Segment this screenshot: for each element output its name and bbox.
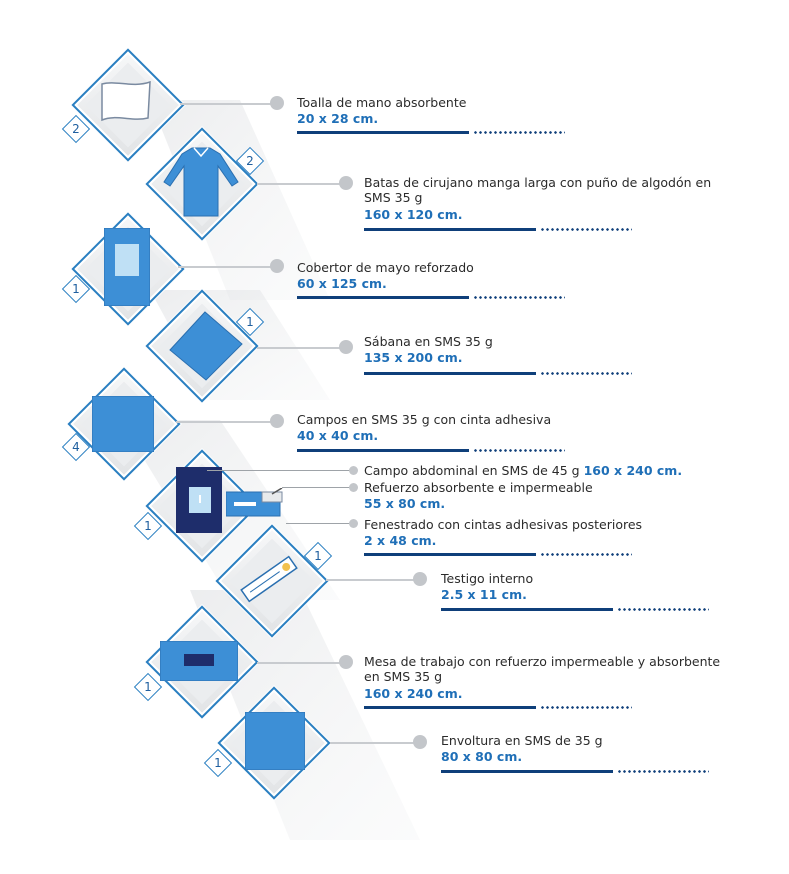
leader-dot xyxy=(270,259,284,273)
item-dimensions: 55 x 80 cm. xyxy=(364,496,446,511)
leader-line xyxy=(176,421,276,423)
leader-dot xyxy=(339,176,353,190)
item-rule xyxy=(441,770,709,773)
item-name: Refuerzo absorbente e impermeable xyxy=(364,480,593,495)
item-name: Cobertor de mayo reforzado xyxy=(297,260,474,275)
leader-line xyxy=(257,347,347,349)
item-rule xyxy=(297,296,565,299)
leader-line xyxy=(330,742,416,744)
quantity-value: 1 xyxy=(314,549,322,563)
item-name: Batas de cirujano manga larga con puño de algodón en SMS 35 g xyxy=(364,175,712,205)
item-name: Toalla de mano absorbente xyxy=(297,95,467,110)
quantity-value: 4 xyxy=(72,440,80,454)
leader-dot xyxy=(413,735,427,749)
quantity-value: 1 xyxy=(72,282,80,296)
item-name: Campos en SMS 35 g con cinta adhesiva xyxy=(297,412,552,427)
item-dimensions: 160 x 240 cm. xyxy=(583,463,683,478)
item-rule xyxy=(364,372,632,375)
item-rule xyxy=(297,449,565,452)
wrap-square-icon xyxy=(245,712,305,770)
leader-dot xyxy=(349,519,358,528)
item-dimensions: 2.5 x 11 cm. xyxy=(441,587,527,602)
leader-line xyxy=(180,103,276,105)
item-name: Envoltura en SMS de 35 g xyxy=(441,733,603,748)
sheet-icon xyxy=(166,310,244,388)
leader-line xyxy=(282,487,354,488)
item-name: Fenestrado con cintas adhesivas posteriores xyxy=(364,517,643,532)
item-rule xyxy=(364,228,632,231)
item-name: Testigo interno xyxy=(441,571,534,586)
item-dimensions: 60 x 125 cm. xyxy=(297,276,387,291)
leader-line xyxy=(178,266,276,268)
leader-dot xyxy=(349,483,358,492)
item-name: Sábana en SMS 35 g xyxy=(364,334,493,349)
item-rule xyxy=(364,553,632,556)
item-dimensions: 20 x 28 cm. xyxy=(297,111,379,126)
item-dimensions: 135 x 200 cm. xyxy=(364,350,463,365)
mayo-cover-icon xyxy=(104,228,150,306)
leader-line xyxy=(286,523,354,524)
towel-icon xyxy=(98,78,154,124)
leader-dot xyxy=(270,414,284,428)
item-rule xyxy=(364,706,632,709)
leader-dot xyxy=(349,466,358,475)
item-name-row xyxy=(364,463,682,478)
item-dimensions: 80 x 80 cm. xyxy=(441,749,523,764)
quantity-value: 1 xyxy=(144,519,152,533)
leader-line xyxy=(257,183,347,185)
quantity-value: 1 xyxy=(214,756,222,770)
drape-square-icon xyxy=(92,396,154,452)
item-dimensions: 40 x 40 cm. xyxy=(297,428,379,443)
item-dimensions: 2 x 48 cm. xyxy=(364,533,437,548)
item-name: Campo abdominal en SMS de 45 g xyxy=(364,463,580,478)
indicator-strip-icon xyxy=(238,550,300,608)
leader-dot xyxy=(339,340,353,354)
leader-line xyxy=(257,662,347,664)
leader-dot xyxy=(413,572,427,586)
item-dimensions: 160 x 240 cm. xyxy=(364,686,463,701)
table-cover-icon xyxy=(160,641,238,681)
item-rule xyxy=(297,131,565,134)
leader-dot xyxy=(270,96,284,110)
leader-line xyxy=(326,579,416,581)
abdominal-drape-icon xyxy=(176,467,222,533)
quantity-value: 2 xyxy=(72,122,80,136)
quantity-value: 2 xyxy=(246,154,254,168)
gown-icon xyxy=(160,144,242,220)
item-rule xyxy=(441,608,709,611)
item-name: Mesa de trabajo con refuerzo impermeable y absorbente en SMS 35 g xyxy=(364,654,721,684)
item-dimensions: 160 x 120 cm. xyxy=(364,207,463,222)
leader-dot xyxy=(339,655,353,669)
leader-line xyxy=(207,470,354,471)
quantity-value: 1 xyxy=(144,680,152,694)
reinforcement-pad-icon xyxy=(226,488,286,518)
quantity-value: 1 xyxy=(246,315,254,329)
